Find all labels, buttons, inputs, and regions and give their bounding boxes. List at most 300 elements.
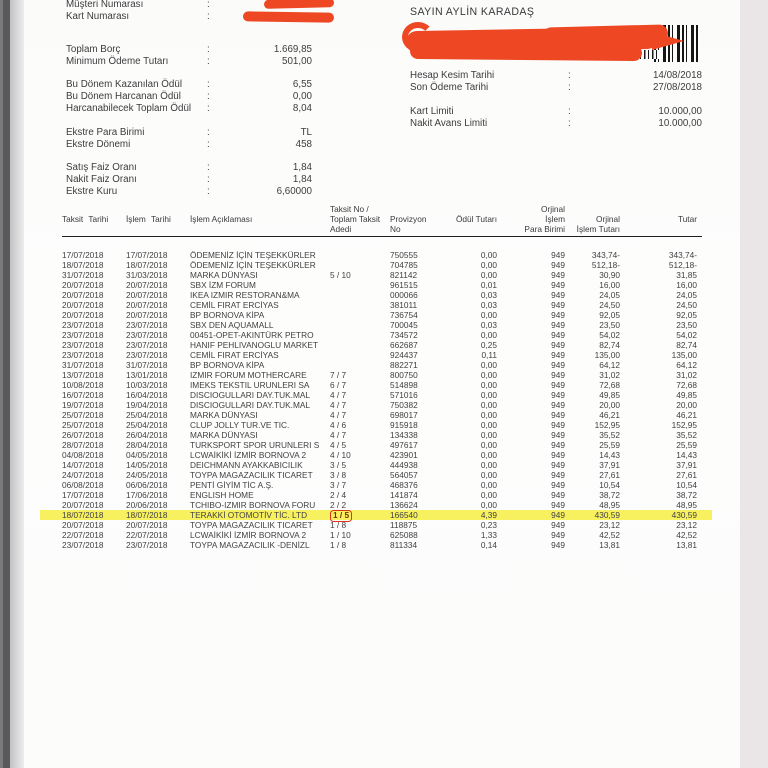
para-birimi-cell: 949 [551,460,565,470]
field-son-deme-tarihi [410,82,702,94]
spacer [66,23,312,44]
tutar-cell: 14,43 [676,450,697,460]
taksit-tarihi-cell: 31/07/2018 [62,360,104,370]
odul-tutari-cell: 0,00 [480,400,497,410]
para-birimi-cell: 949 [551,300,565,310]
islem-aciklamasi-cell: DISCIOGULLARI DAY.TUK.MAL [190,400,311,410]
islem-tarihi-cell: 16/04/2018 [126,390,168,400]
orjinal-tutar-cell: 46,21 [599,410,620,420]
odul-tutari-cell: 0,25 [480,340,497,350]
islem-tarihi-cell: 20/06/2018 [126,500,168,510]
transaction-row [62,340,702,350]
field-bu-d-nem-kazan-lan-d-l [66,79,312,91]
islem-tarihi-cell: 20/07/2018 [126,310,168,320]
para-birimi-cell: 949 [551,340,565,350]
field-label: Toplam Borç [66,44,121,55]
field-value [217,11,312,23]
tutar-cell: 430,59 [671,510,697,520]
islem-aciklamasi-cell: LCWAİKİKİ İZMİR BORNOVA 2 [190,450,307,460]
summary-right-fields [410,70,702,130]
orjinal-tutar-cell: 30,90 [599,270,620,280]
field-value: 6,55 [292,79,312,90]
transaction-row [62,440,702,450]
field-label: Nakit Faiz Oranı [66,174,137,185]
taksit-tarihi-cell: 04/08/2018 [62,450,104,460]
provizyon-no-cell: 704785 [390,260,418,270]
taksit-no-cell: 1 / 8 [330,520,347,530]
islem-tarihi-cell: 24/05/2018 [126,470,168,480]
tutar-cell: 35,52 [676,430,697,440]
odul-tutari-cell: 0,00 [480,470,497,480]
field-value: 1,84 [292,174,312,185]
address-redaction-block [402,22,702,66]
islem-aciklamasi-cell: BP BORNOVA KİPA [190,310,265,320]
field-m-teri-numaras [66,0,312,11]
taksit-tarihi-cell: 25/07/2018 [62,420,104,430]
header-line: Adedi [330,223,352,234]
islem-aciklamasi-cell: IZMIR FORUM MOTHERCARE [190,370,307,380]
taksit-no-cell: 3 / 7 [330,480,347,490]
transaction-row [62,330,702,340]
orjinal-tutar-cell: 38,72 [599,490,620,500]
provizyon-no-cell: 468376 [390,480,418,490]
header-line [126,225,190,235]
redaction-mark [264,0,334,9]
taksit-tarihi-cell: 23/07/2018 [62,330,104,340]
spacer [66,68,312,79]
transaction-row [62,300,702,310]
odul-tutari-cell: 0,00 [480,430,497,440]
para-birimi-cell: 949 [551,480,565,490]
field-label: Minimum Ödeme Tutarı [66,56,169,67]
odul-tutari-cell: 0,00 [480,270,497,280]
column-header-orjinal-islem-tutari [565,205,620,234]
provizyon-no-cell: 000066 [390,290,418,300]
header-line [190,225,330,235]
provizyon-no-cell: 134338 [390,430,418,440]
para-birimi-cell: 949 [551,380,565,390]
islem-aciklamasi-cell: TOYPA MAGAZACILIK -DENİZL [190,540,310,550]
orjinal-tutar-cell: 27,61 [599,470,620,480]
odul-tutari-cell: 0,00 [480,250,497,260]
field-value: 14/08/2018 [652,70,702,81]
taksit-tarihi-cell: 10/08/2018 [62,380,104,390]
islem-tarihi-cell: 23/07/2018 [126,540,168,550]
islem-tarihi-cell: 18/07/2018 [126,260,168,270]
odul-tutari-cell: 0,00 [480,370,497,380]
odul-tutari-cell: 0,00 [480,310,497,320]
header-line: İşlem [545,213,565,224]
provizyon-no-cell: 514898 [390,380,418,390]
tutar-cell: 54,02 [676,330,697,340]
orjinal-tutar-cell: 35,52 [599,430,620,440]
column-header-islem-tarihi [126,205,190,234]
field-colon: : [568,106,571,117]
field-colon: : [207,174,210,185]
provizyon-no-cell: 961515 [390,280,418,290]
islem-tarihi-cell: 20/07/2018 [126,290,168,300]
field-value: 1,84 [292,162,312,173]
orjinal-tutar-cell: 23,12 [599,520,620,530]
odul-tutari-cell: 0,00 [480,360,497,370]
field-label: Kart Limiti [410,106,454,117]
para-birimi-cell: 949 [551,270,565,280]
taksit-tarihi-cell: 23/07/2018 [62,320,104,330]
taksit-no-cell [330,260,390,270]
field-label: Satış Faiz Oranı [66,162,137,173]
provizyon-no-cell: 800750 [390,370,418,380]
islem-tarihi-cell: 25/04/2018 [126,420,168,430]
odul-tutari-cell: 0,00 [480,410,497,420]
summary-left-fields [66,0,312,198]
transaction-row [62,460,702,470]
taksit-no-cell: 6 / 7 [330,380,347,390]
provizyon-no-cell: 571016 [390,390,418,400]
photo-left-shadow [3,0,10,768]
taksit-tarihi-cell: 18/07/2018 [62,510,104,520]
odul-tutari-cell: 0,00 [480,390,497,400]
provizyon-no-cell: 444938 [390,460,418,470]
header-line: Toplam Taksit [330,213,381,224]
field-colon: : [568,70,571,81]
tutar-cell: 46,21 [676,410,697,420]
taksit-tarihi-cell: 20/07/2018 [62,300,104,310]
odul-tutari-cell: 0,03 [480,300,497,310]
field-label: Nakit Avans Limiti [410,118,488,129]
transaction-row [62,390,702,400]
tutar-cell: 10,54 [676,480,697,490]
islem-tarihi-cell: 23/07/2018 [126,330,168,340]
column-header-provizyon-no [390,205,440,234]
para-birimi-cell: 949 [551,390,565,400]
recipient-name: SAYIN AYLİN KARADAŞ [410,6,535,18]
header-line: Taksit Tarihi [62,213,109,224]
odul-tutari-cell: 0,00 [480,460,497,470]
field-value: 10.000,00 [658,106,702,117]
islem-aciklamasi-cell: TERAKKİ OTOMOTİV TİC. LTD [190,510,308,520]
islem-aciklamasi-cell: MARKA DÜNYASI [190,410,258,420]
islem-tarihi-cell: 17/07/2018 [126,250,168,260]
provizyon-no-cell: 821142 [390,270,418,280]
odul-tutari-cell: 0,11 [481,350,497,360]
header-line: Para Birimi [524,223,565,234]
taksit-tarihi-cell: 31/07/2018 [62,270,104,280]
field-label: Ekstre Dönemi [66,139,131,150]
tutar-cell: 24,50 [676,300,697,310]
field-value: 8,04 [292,103,312,114]
orjinal-tutar-cell: 430,59 [594,510,620,520]
para-birimi-cell: 949 [551,250,565,260]
islem-aciklamasi-cell: TOYPA MAGAZACILIK TICARET [190,520,313,530]
header-line: Orjinal [596,213,620,224]
field-ekstre-kuru [66,186,312,198]
column-header-islem-aciklamasi [190,205,330,234]
header-line: İşlem Tarihi [126,213,171,224]
odul-tutari-cell: 0,00 [480,380,497,390]
tutar-cell: 23,12 [676,520,697,530]
islem-aciklamasi-cell: HANIF PEHLIVANOGLU MARKET [190,340,319,350]
column-header-odul-tutari [440,205,497,234]
field-kart-limiti [410,106,702,118]
field-label: Müşteri Numarası [66,0,144,10]
tutar-cell: 48,95 [676,500,697,510]
tutar-cell: 24,05 [676,290,697,300]
tutar-cell: 25,59 [676,440,697,450]
provizyon-no-cell: 698017 [390,410,418,420]
para-birimi-cell: 949 [551,310,565,320]
taksit-tarihi-cell: 18/07/2018 [62,260,104,270]
orjinal-tutar-cell: 16,00 [599,280,620,290]
field-ekstre-para-birimi [66,127,312,139]
taksit-tarihi-cell: 16/07/2018 [62,390,104,400]
column-header-taksit-tarihi [62,205,126,234]
odul-tutari-cell: 0,23 [480,520,497,530]
odul-tutari-cell: 0,01 [480,280,497,290]
transaction-row [62,320,702,330]
provizyon-no-cell: 700045 [390,320,418,330]
islem-tarihi-cell: 23/07/2018 [126,340,168,350]
islem-aciklamasi-cell: CEMİL FIRAT ERCİYAS [190,350,279,360]
field-colon: : [207,44,210,55]
provizyon-no-cell: 915918 [390,420,418,430]
odul-tutari-cell: 0,00 [480,490,497,500]
islem-aciklamasi-cell: SBX DEN AQUAMALL [190,320,274,330]
taksit-no-cell [330,300,390,310]
taksit-tarihi-cell: 22/07/2018 [62,530,104,540]
installment-highlight-box: 1 / 5 [330,510,352,522]
field-label: Hesap Kesim Tarihi [410,70,495,81]
field-label: Bu Dönem Harcanan Ödül [66,91,181,102]
taksit-no-cell [330,510,390,520]
tutar-cell: 64,12 [676,360,697,370]
field-colon: : [207,11,210,22]
provizyon-no-cell: 734572 [390,330,418,340]
transaction-row-highlighted [62,510,702,520]
islem-aciklamasi-cell: BP BORNOVA KİPA [190,360,265,370]
transaction-row [62,250,702,260]
para-birimi-cell: 949 [551,520,565,530]
odul-tutari-cell: 0,03 [480,320,497,330]
field-sat-faiz-oran [66,162,312,174]
islem-tarihi-cell: 28/04/2018 [126,440,168,450]
tutar-cell: 135,00 [671,350,697,360]
taksit-no-cell [330,330,390,340]
provizyon-no-cell: 882271 [390,360,418,370]
tutar-cell: 16,00 [676,280,697,290]
islem-tarihi-cell: 23/07/2018 [126,350,168,360]
column-header-taksit-no [330,205,390,234]
transaction-row [62,360,702,370]
field-value: TL [300,127,312,138]
orjinal-tutar-cell: 24,05 [599,290,620,300]
field-minimum-deme-tutar [66,56,312,68]
taksit-tarihi-cell: 26/07/2018 [62,430,104,440]
orjinal-tutar-cell: 24,50 [599,300,620,310]
odul-tutari-cell: 0,00 [480,450,497,460]
orjinal-tutar-cell: 25,59 [599,440,620,450]
provizyon-no-cell: 924437 [390,350,418,360]
islem-tarihi-cell: 17/06/2018 [126,490,168,500]
tutar-cell: 27,61 [676,470,697,480]
header-line: Tutar [677,213,697,224]
field-colon: : [568,82,571,93]
provizyon-no-cell: 118875 [390,520,418,530]
islem-aciklamasi-cell: TOYPA MAGAZACILIK TICARET [190,470,313,480]
islem-aciklamasi-cell: ÖDEMENİZ İÇİN TEŞEKKÜRLER [190,260,316,270]
orjinal-tutar-cell: 152,95 [594,420,620,430]
orjinal-tutar-cell: 135,00 [594,350,620,360]
provizyon-no-cell: 811334 [390,540,418,550]
transaction-row [62,370,702,380]
taksit-no-cell: 1 / 8 [330,540,347,550]
taksit-tarihi-cell: 13/07/2018 [62,370,104,380]
field-value: 458 [295,139,312,150]
field-value: 6,60000 [276,186,312,197]
taksit-tarihi-cell: 19/07/2018 [62,400,104,410]
orjinal-tutar-cell: 64,12 [599,360,620,370]
field-value: 1.669,85 [273,44,312,55]
transaction-row [62,490,702,500]
taksit-tarihi-cell: 14/07/2018 [62,460,104,470]
para-birimi-cell: 949 [551,320,565,330]
header-line [440,225,497,235]
para-birimi-cell: 949 [551,330,565,340]
islem-aciklamasi-cell: DISCIOGULLARI DAY.TUK.MAL [190,390,311,400]
islem-tarihi-cell: 26/04/2018 [126,430,168,440]
islem-aciklamasi-cell: 00451-OPET-AKINTÜRK PETRO [190,330,314,340]
islem-aciklamasi-cell: PENTİ GİYİM TİC A.Ş. [190,480,274,490]
tutar-cell: 72,68 [676,380,697,390]
taksit-tarihi-cell: 17/07/2018 [62,490,104,500]
provizyon-no-cell: 136624 [390,500,418,510]
provizyon-no-cell: 662687 [390,340,418,350]
taksit-no-cell [330,340,390,350]
field-label: Ekstre Para Birimi [66,127,145,138]
transaction-row [62,410,702,420]
transactions-header [62,205,702,237]
field-nakit-avans-limiti [410,118,702,130]
column-header-orjinal-islem-para-birimi [497,205,565,234]
taksit-tarihi-cell: 24/07/2018 [62,470,104,480]
transaction-row [62,470,702,480]
statement-page [24,0,740,768]
para-birimi-cell: 949 [551,370,565,380]
para-birimi-cell: 949 [551,260,565,270]
field-value: 10.000,00 [658,118,702,129]
odul-tutari-cell: 0,03 [480,290,497,300]
islem-tarihi-cell: 22/07/2018 [126,530,168,540]
orjinal-tutar-cell: 23,50 [599,320,620,330]
provizyon-no-cell: 750382 [390,400,418,410]
redaction-scribble [410,43,642,61]
orjinal-tutar-cell: 42,52 [599,530,620,540]
orjinal-tutar-cell: 82,74 [599,340,620,350]
field-bu-d-nem-harcanan-d-l [66,91,312,103]
orjinal-tutar-cell: 31,02 [599,370,620,380]
column-header-tutar [620,205,697,234]
islem-tarihi-cell: 20/07/2018 [126,300,168,310]
orjinal-tutar-cell: 343,74- [591,250,620,260]
taksit-tarihi-cell: 17/07/2018 [62,250,104,260]
islem-tarihi-cell: 23/07/2018 [126,320,168,330]
header-line [62,225,126,235]
islem-tarihi-cell: 31/07/2018 [126,360,168,370]
field-colon: : [207,186,210,197]
para-birimi-cell: 949 [551,530,565,540]
taksit-no-cell [330,250,390,260]
para-birimi-cell: 949 [551,490,565,500]
transaction-row [62,530,702,540]
odul-tutari-cell: 4,39 [480,510,497,520]
orjinal-tutar-cell: 10,54 [599,480,620,490]
field-ekstre-d-nemi [66,139,312,151]
orjinal-tutar-cell: 37,91 [599,460,620,470]
islem-aciklamasi-cell: TURKSPORT SPOR URUNLERI S [190,440,320,450]
transaction-row [62,280,702,290]
taksit-no-cell: 2 / 2 [330,500,347,510]
field-colon: : [207,127,210,138]
para-birimi-cell: 949 [551,410,565,420]
taksit-tarihi-cell: 28/07/2018 [62,440,104,450]
provizyon-no-cell: 564057 [390,470,418,480]
provizyon-no-cell: 497617 [390,440,418,450]
header-line [620,225,697,235]
tutar-cell: 49,85 [676,390,697,400]
field-colon: : [207,0,210,10]
field-colon: : [207,103,210,114]
para-birimi-cell: 949 [551,450,565,460]
transactions-body [62,250,702,550]
transaction-row [62,520,702,530]
tutar-cell: 343,74- [668,250,697,260]
orjinal-tutar-cell: 13,81 [599,540,620,550]
header-line: İşlem Açıklaması [190,213,253,224]
page-left-gutter [10,0,24,768]
transaction-row [62,500,702,510]
odul-tutari-cell: 0,00 [480,500,497,510]
transaction-row [62,350,702,360]
taksit-tarihi-cell: 25/07/2018 [62,410,104,420]
para-birimi-cell: 949 [551,350,565,360]
field-value [217,0,312,11]
header-line: No [390,223,401,234]
taksit-no-cell: 1 / 10 [330,530,351,540]
tutar-cell: 20,00 [676,400,697,410]
field-harcanabilecek-toplam-d-l [66,103,312,115]
islem-aciklamasi-cell: TCHIBO-IZMIR BORNOVA FORU [190,500,316,510]
islem-tarihi-cell: 25/04/2018 [126,410,168,420]
islem-tarihi-cell: 20/07/2018 [126,520,168,530]
taksit-tarihi-cell: 20/07/2018 [62,520,104,530]
para-birimi-cell: 949 [551,500,565,510]
odul-tutari-cell: 0,00 [480,330,497,340]
odul-tutari-cell: 1,33 [480,530,497,540]
header-line: Provizyon [390,213,427,224]
islem-aciklamasi-cell: DEICHMANN AYAKKABICILIK [190,460,303,470]
islem-aciklamasi-cell: MARKA DÜNYASI [190,430,258,440]
taksit-no-cell: 3 / 5 [330,460,347,470]
taksit-no-cell: 4 / 7 [330,430,347,440]
para-birimi-cell: 949 [551,540,565,550]
taksit-tarihi-cell: 23/07/2018 [62,340,104,350]
field-label: Bu Dönem Kazanılan Ödül [66,79,182,90]
transaction-row [62,430,702,440]
transaction-row [62,420,702,430]
provizyon-no-cell: 736754 [390,310,418,320]
islem-aciklamasi-cell: ENGLISH HOME [190,490,254,500]
field-value: 501,00 [282,56,312,67]
field-label: Kart Numarası [66,11,130,22]
